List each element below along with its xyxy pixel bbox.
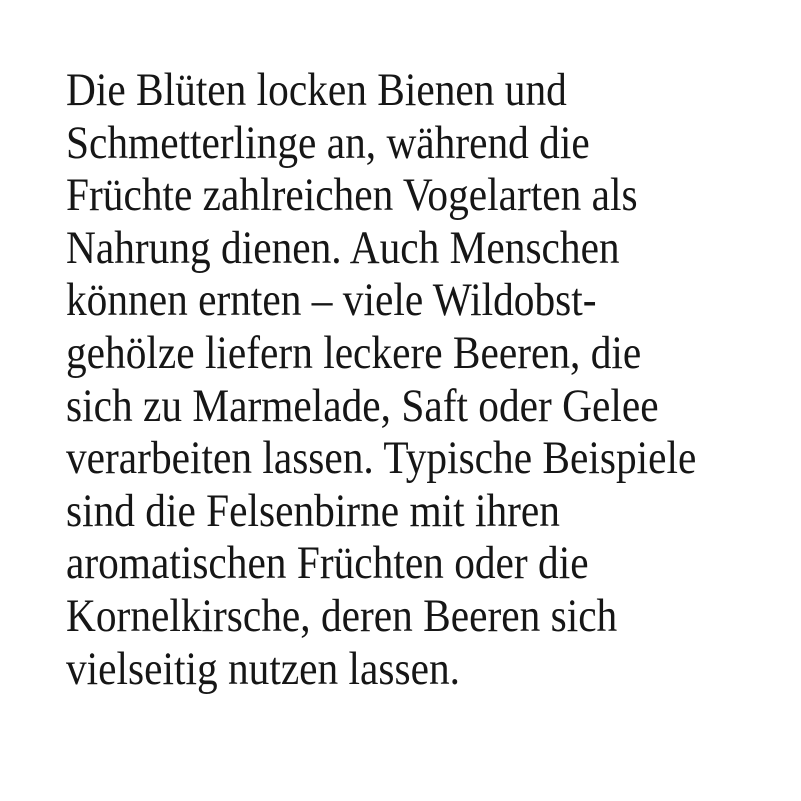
paragraph-line: Schmetterlinge an, während die <box>66 116 590 169</box>
paragraph <box>66 64 788 695</box>
paragraph-line: gehölze liefern leckere Beeren, die <box>66 326 642 379</box>
paragraph-line: aromatischen Früchten oder die <box>66 537 589 590</box>
paragraph-line: vielseitig nutzen lassen. <box>66 642 460 695</box>
paragraph-line: Die Blüten locken Bienen und <box>66 64 567 116</box>
paragraph-line: Nahrung dienen. Auch Menschen <box>66 221 620 274</box>
paragraph-line: können ernten – viele Wildobst- <box>66 274 597 327</box>
paragraph-line: verarbeiten lassen. Typische Beispiele <box>66 432 697 485</box>
paragraph-line: Kornelkirsche, deren Beeren sich <box>66 589 618 642</box>
paragraph-line: Früchte zahlreichen Vogelarten als <box>66 169 638 222</box>
paragraph-line: sich zu Marmelade, Saft oder Gelee <box>66 379 659 432</box>
paragraph-line: sind die Felsenbirne mit ihren <box>66 484 560 537</box>
